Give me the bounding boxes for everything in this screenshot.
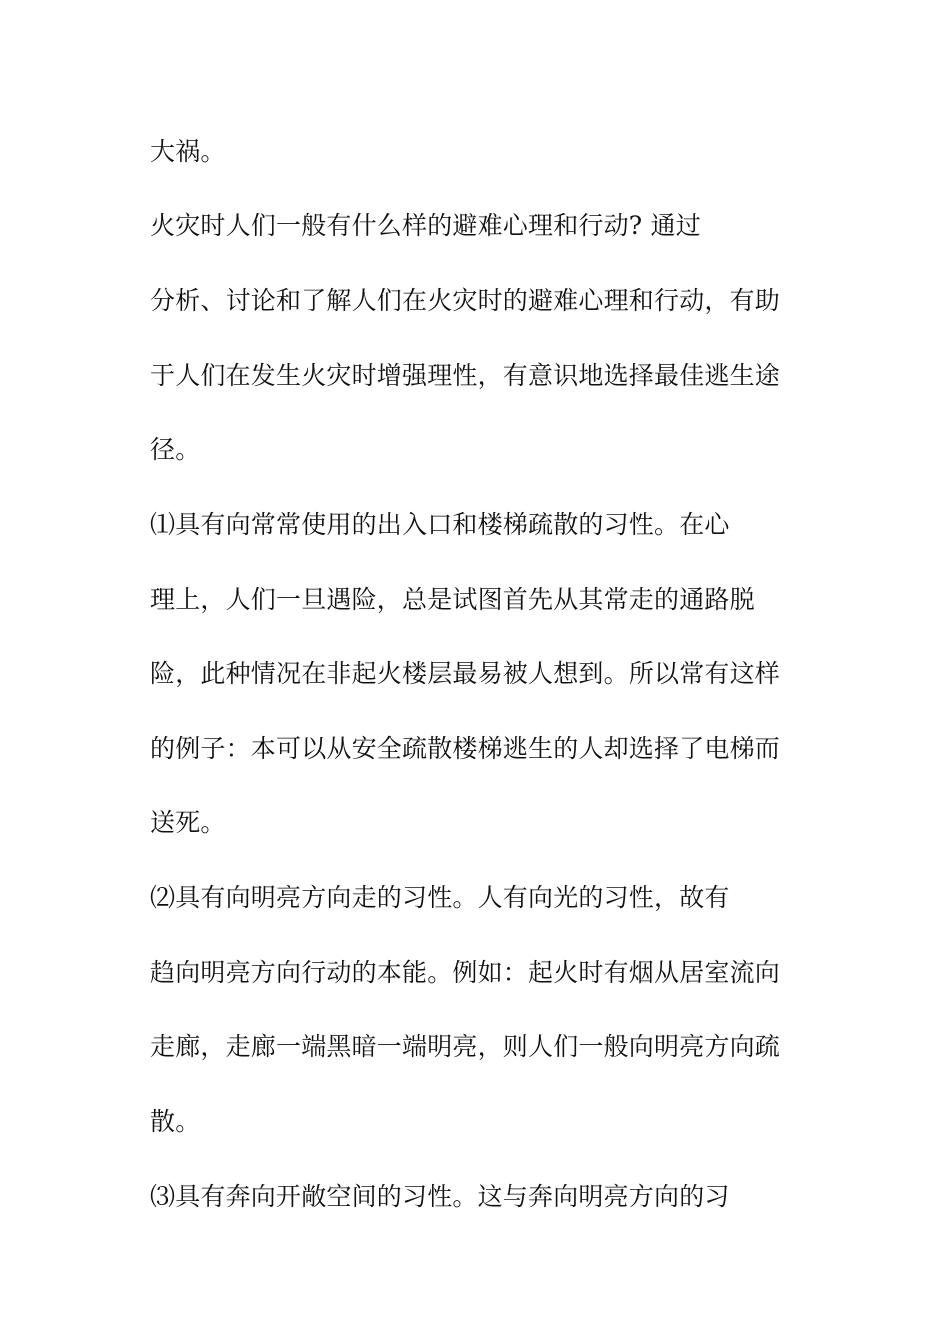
text-line-4: 于人们在发生火灾时增强理性，有意识地选择最佳逃生途 bbox=[150, 361, 781, 390]
text-line-2: 火灾时人们一般有什么样的避难心理和行动? 通过 bbox=[150, 211, 701, 240]
text-line-13: 走廊，走廊一端黑暗一端明亮，则人们一般向明亮方向疏 bbox=[150, 1032, 781, 1061]
text-line-1: 大祸。 bbox=[150, 137, 226, 166]
text-line-7: 理上，人们一旦遇险，总是试图首先从其常走的通路脱 bbox=[150, 585, 755, 614]
text-line-11: ⑵具有向明亮方向走的习性。人有向光的习性，故有 bbox=[150, 883, 730, 912]
text-line-5: 径。 bbox=[150, 435, 201, 464]
text-line-8: 险，此种情况在非起火楼层最易被人想到。所以常有这样 bbox=[150, 659, 781, 688]
text-line-9: 的例子：本可以从安全疏散楼梯逃生的人却选择了电梯而 bbox=[150, 734, 781, 763]
text-line-14: 散。 bbox=[150, 1107, 201, 1136]
text-line-15: ⑶具有奔向开敞空间的习性。这与奔向明亮方向的习 bbox=[150, 1182, 730, 1211]
text-line-6: ⑴具有向常常使用的出入口和楼梯疏散的习性。在心 bbox=[150, 510, 730, 539]
text-line-3: 分析、讨论和了解人们在火灾时的避难心理和行动，有助 bbox=[150, 286, 781, 315]
text-line-10: 送死。 bbox=[150, 808, 226, 837]
text-line-12: 趋向明亮方向行动的本能。例如：起火时有烟从居室流向 bbox=[150, 958, 781, 987]
